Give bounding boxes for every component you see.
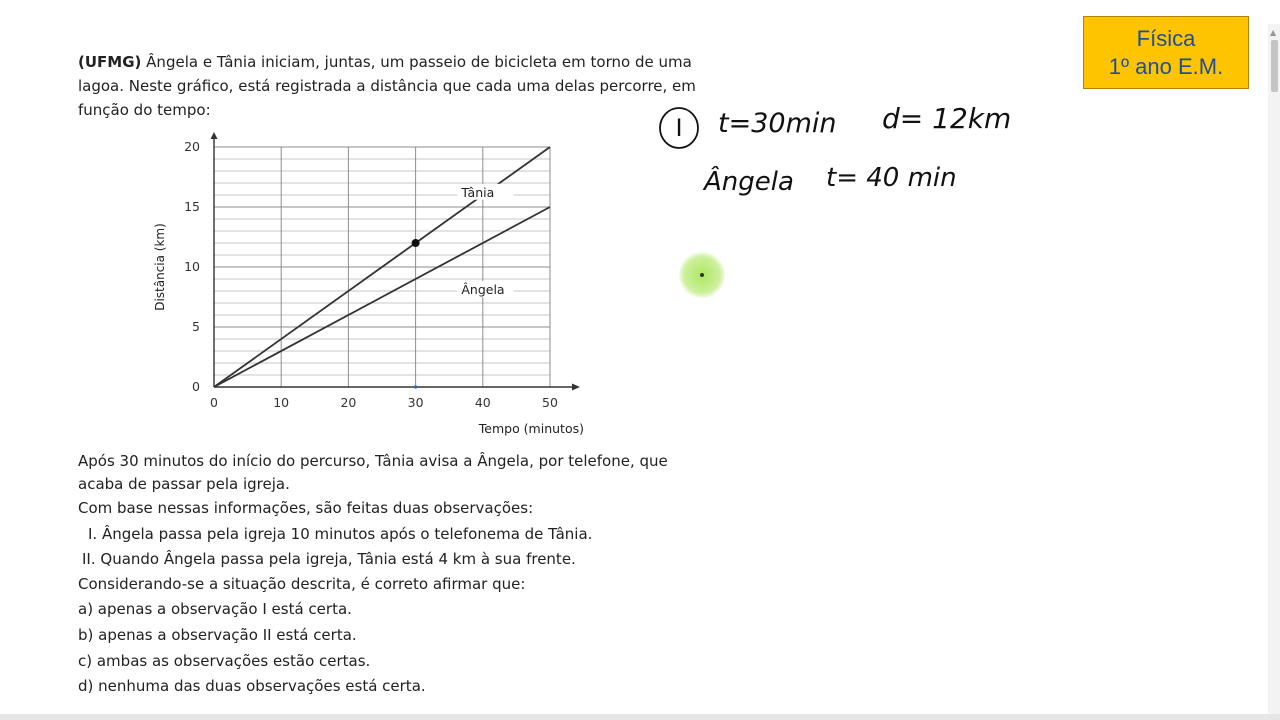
highlight-point xyxy=(412,239,420,247)
question-after-line-2: acaba de passar pela igreja. xyxy=(78,475,290,493)
x-tick-label: 10 xyxy=(273,395,290,410)
x-tick-label: 50 xyxy=(542,395,558,410)
series-label-angela: Ângela xyxy=(461,282,505,297)
y-axis-label: Distância (km) xyxy=(153,223,167,311)
y-tick-label: 0 xyxy=(192,379,200,394)
note-time-40: t= 40 min xyxy=(826,163,957,193)
x-tick-label: 30 xyxy=(407,395,424,410)
y-tick-label: 15 xyxy=(184,199,200,214)
y-axis-arrow-icon xyxy=(211,132,218,139)
question-intro-line-1 xyxy=(78,52,692,73)
x-tick-label: 20 xyxy=(340,395,357,410)
option-b[interactable]: b) apenas a observação II está certa. xyxy=(78,626,357,644)
question-intro-text: Ângela e Tânia iniciam, juntas, um passeio de bicicleta em torno de uma xyxy=(146,53,692,71)
question-intro-line-2: lagoa. Neste gráfico, está registrada a distância que cada uma delas percorre, em xyxy=(78,77,696,95)
observation-2: II. Quando Ângela passa pela igreja, Tânia está 4 km à sua frente. xyxy=(82,550,576,568)
badge-grade: 1º ano E.M. xyxy=(1108,53,1224,79)
option-a[interactable]: a) apenas a observação I está certa. xyxy=(78,600,352,618)
badge-subject: Física xyxy=(1136,25,1196,51)
option-d[interactable]: d) nenhuma das duas observações está certa. xyxy=(78,677,426,695)
scrollbar-thumb[interactable] xyxy=(1271,40,1278,92)
y-tick-label: 5 xyxy=(192,319,200,334)
subject-badge xyxy=(1083,16,1249,89)
cursor-pointer xyxy=(700,273,704,277)
question-after-line-3: Com base nessas informações, são feitas duas observações: xyxy=(78,499,534,517)
x-axis-label: Tempo (minutos) xyxy=(478,421,584,436)
distance-time-chart xyxy=(140,118,600,443)
vertical-scrollbar[interactable] xyxy=(1268,24,1280,720)
note-time-30: t=30min xyxy=(718,108,837,139)
x-tick-label: 40 xyxy=(474,395,491,410)
note-distance-12: d= 12km xyxy=(882,102,1012,135)
question-after-line-1: Após 30 minutos do início do percurso, Tânia avisa a Ângela, por telefone, que xyxy=(78,452,668,470)
bottom-edge xyxy=(0,714,1280,720)
observation-1: I. Ângela passa pela igreja 10 minutos após o telefonema de Tânia. xyxy=(88,525,593,543)
question-prompt: Considerando-se a situação descrita, é correto afirmar que: xyxy=(78,575,526,593)
option-c[interactable]: c) ambas as observações estão certas. xyxy=(78,652,371,670)
x-axis-arrow-icon xyxy=(572,384,580,391)
y-tick-label: 10 xyxy=(184,259,200,274)
y-tick-label: 20 xyxy=(184,139,200,154)
series-label-tania: Tânia xyxy=(461,184,495,200)
question-source: (UFMG) xyxy=(78,53,142,71)
handwritten-notes xyxy=(650,90,1050,220)
marker-label: I xyxy=(675,114,683,142)
axis-point-marker xyxy=(414,385,417,388)
question-intro-line-3: função do tempo: xyxy=(78,101,211,119)
scroll-up-icon[interactable]: ▲ xyxy=(1270,28,1277,37)
note-angela: Ângela xyxy=(704,167,794,197)
x-tick-label: 0 xyxy=(210,395,218,410)
